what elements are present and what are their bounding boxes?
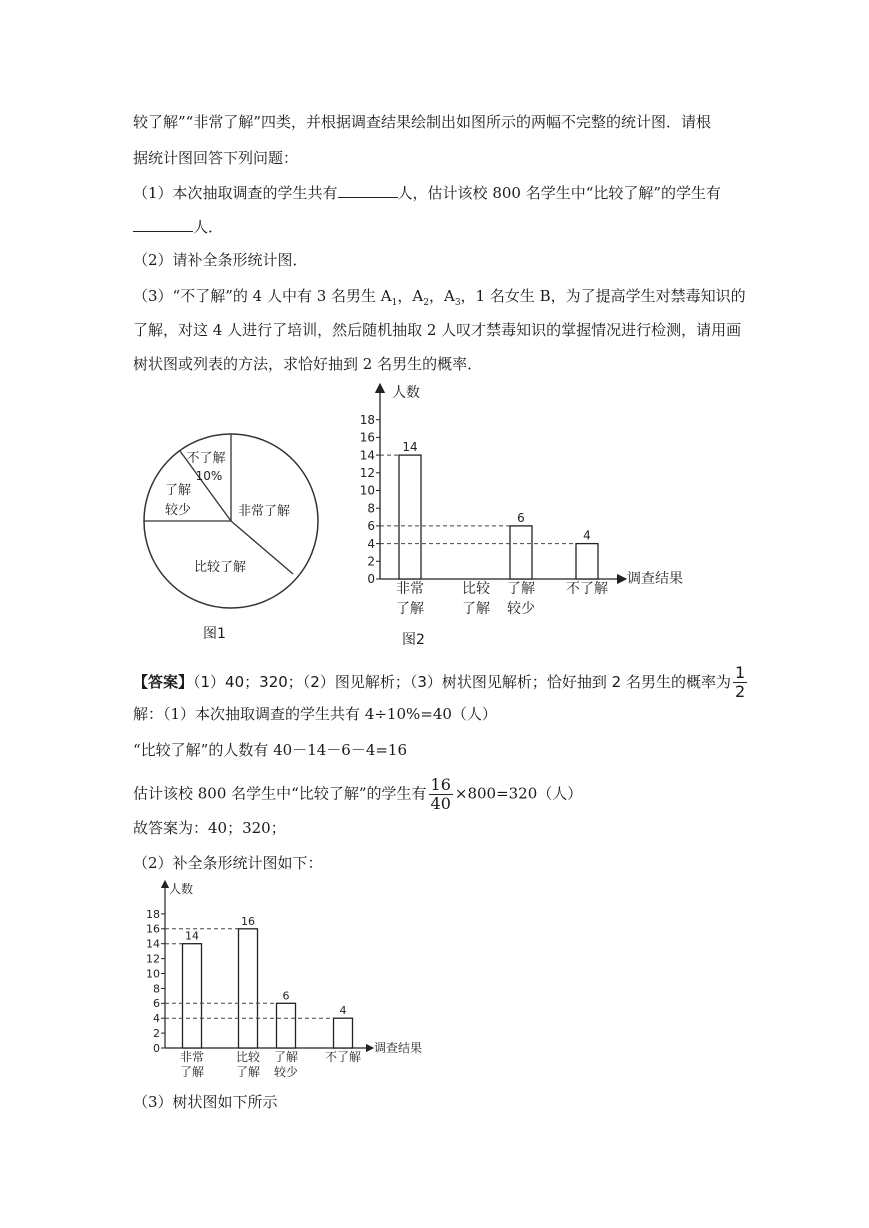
answer-line — [133, 664, 749, 701]
solution-fraction — [429, 776, 453, 813]
subscript-1: 1 — [391, 298, 398, 308]
bar — [277, 1003, 296, 1048]
fraction-numerator-16: 16 — [430, 775, 451, 794]
question-part-1-cont — [133, 217, 223, 237]
y-tick-label: 0 — [367, 572, 375, 587]
x-category-label: 非常 — [396, 581, 424, 597]
x-category-label: 比较 — [235, 1050, 261, 1064]
question-line-2: 据统计图回答下列问题： — [133, 149, 299, 167]
q1-text-b: 人，估计该校 800 名学生中“比较了解”的学生有 — [397, 184, 722, 202]
bar-value-label: 6 — [517, 510, 525, 525]
y-tick-label: 6 — [367, 519, 375, 534]
x-category-label: 了解 — [235, 1065, 261, 1079]
x-categories — [396, 580, 608, 617]
bar-value-label: 14 — [185, 929, 199, 943]
x-category-label: 了解 — [462, 601, 490, 617]
fraction-denominator-40: 40 — [430, 794, 451, 813]
bar — [334, 1018, 353, 1048]
x-category-label: 了解 — [507, 581, 535, 597]
y-tick-label: 8 — [367, 501, 375, 516]
question-part-3-line-3: 树状图或列表的方法，求恰好抽到 2 名男生的概率． — [133, 355, 483, 373]
solution-line-6: （3）树状图如下所示 — [133, 1093, 278, 1111]
q3-text-b: ，A — [397, 287, 424, 305]
solution-line-5: （2）补全条形统计图如下： — [133, 854, 323, 872]
q1-text-c: 人． — [193, 218, 224, 236]
y-axis-label: 人数 — [392, 385, 420, 401]
q3-text-c: ，A — [428, 287, 455, 305]
q3-text-a: （3）“不了解”的 4 人中有 3 名男生 A — [133, 287, 392, 305]
bar — [576, 544, 598, 579]
x-category-label: 不了解 — [324, 1050, 362, 1064]
q3-text-d: ，1 名女生 B，为了提高学生对禁毒知识的 — [460, 287, 746, 305]
y-tick-label: 2 — [367, 554, 375, 569]
y-tick-label: 0 — [153, 1041, 160, 1055]
bar — [183, 944, 202, 1048]
sol3-text-b: ×800=320（人） — [454, 784, 583, 803]
question-part-3 — [133, 286, 746, 313]
pie-chart — [140, 430, 330, 620]
pie-label-buliaojie: 不了解 — [186, 451, 226, 466]
y-tick-label: 10 — [359, 483, 375, 498]
question-part-3-line-2: 了解，对这 4 人进行了培训，然后随机抽取 2 人叹才禁毒知识的掌握情况进行检测，请用画 — [133, 321, 742, 339]
subscript-3: 3 — [454, 298, 461, 308]
x-category-label: 较少 — [273, 1065, 299, 1079]
answer-blank-2[interactable] — [133, 217, 193, 232]
y-tick-label: 8 — [153, 982, 160, 996]
bar-value-label: 6 — [282, 989, 290, 1003]
sol3-text-a: 估计该校 800 名学生中“比较了解”的学生有 — [133, 784, 427, 803]
answer-fraction — [733, 664, 747, 701]
bar-value-label: 16 — [241, 914, 255, 928]
question-part-2: （2）请补全条形统计图． — [133, 251, 308, 269]
bars — [380, 440, 598, 579]
bar-value-label: 14 — [402, 440, 418, 455]
y-tick-label: 4 — [153, 1012, 160, 1026]
y-tick-label: 12 — [146, 952, 160, 966]
bars-2 — [165, 915, 353, 1048]
q1-text-a: （1）本次抽取调查的学生共有 — [133, 184, 338, 202]
bar — [239, 929, 258, 1048]
fraction-denominator: 2 — [734, 682, 746, 701]
x-categories-2 — [180, 1049, 361, 1079]
pie-label-feichang: 非常了解 — [237, 504, 291, 519]
solution-line-3 — [133, 776, 582, 813]
x-category-label: 较少 — [507, 601, 535, 617]
figure-2-caption: 图2 — [402, 632, 425, 648]
x-category-label: 比较 — [462, 581, 490, 597]
x-category-label: 了解 — [179, 1065, 205, 1079]
y-tick-label: 16 — [359, 430, 375, 445]
bar-value-label: 4 — [583, 528, 591, 543]
pie-label-10-percent: 10% — [195, 469, 223, 483]
pie-label-liaojie: 了解 — [164, 483, 192, 498]
solution-line-4: 故答案为：40；320； — [133, 819, 286, 837]
x-axis-label-2: 调查结果 — [374, 1041, 423, 1055]
y-tick-label: 4 — [367, 536, 375, 551]
answer-text: （1）40；320；（2）图见解析；（3）树状图见解析；恰好抽到 2 名男生的概率为 — [193, 673, 731, 691]
question-line-1: 较了解”“非常了解”四类，并根据调查结果绘制出如图所示的两幅不完整的统计图．请根 — [133, 113, 712, 131]
figure-1-caption: 图1 — [203, 626, 226, 642]
y-tick-label: 18 — [146, 907, 160, 921]
bar — [399, 455, 421, 579]
x-category-label: 了解 — [273, 1050, 299, 1064]
bar — [510, 526, 532, 579]
x-axis-label: 调查结果 — [627, 571, 683, 587]
fraction-numerator: 1 — [734, 663, 746, 682]
bar-chart-incomplete — [350, 380, 700, 630]
y-tick-label: 10 — [146, 967, 160, 981]
y-tick-label: 14 — [146, 937, 160, 951]
y-tick-label: 2 — [153, 1026, 160, 1040]
answer-blank-1[interactable] — [338, 183, 398, 198]
x-category-label: 了解 — [396, 601, 424, 617]
bar-value-label: 4 — [339, 1004, 347, 1018]
subscript-2: 2 — [423, 298, 429, 308]
x-category-label: 不了解 — [566, 581, 608, 597]
y-tick-label: 18 — [359, 412, 375, 427]
y-tick-label: 6 — [153, 997, 160, 1011]
y-ticks — [360, 413, 380, 586]
y-axis-label-2: 人数 — [169, 882, 194, 896]
answer-tag: 【答案】 — [133, 673, 194, 691]
solution-line-1: 解：（1）本次抽取调查的学生共有 4÷10%=40（人） — [133, 705, 497, 723]
pie-label-jiaoshao: 较少 — [164, 503, 192, 518]
solution-line-2: “比较了解”的人数有 40－14－6－4=16 — [133, 741, 408, 759]
y-tick-label: 12 — [359, 466, 375, 480]
y-ticks-2 — [146, 908, 165, 1055]
question-part-1 — [133, 183, 721, 203]
y-tick-label: 16 — [146, 922, 160, 936]
bar-chart-complete — [140, 878, 440, 1083]
y-tick-label: 14 — [359, 448, 375, 463]
x-category-label: 非常 — [179, 1050, 205, 1064]
pie-label-bijiao: 比较了解 — [193, 560, 247, 575]
